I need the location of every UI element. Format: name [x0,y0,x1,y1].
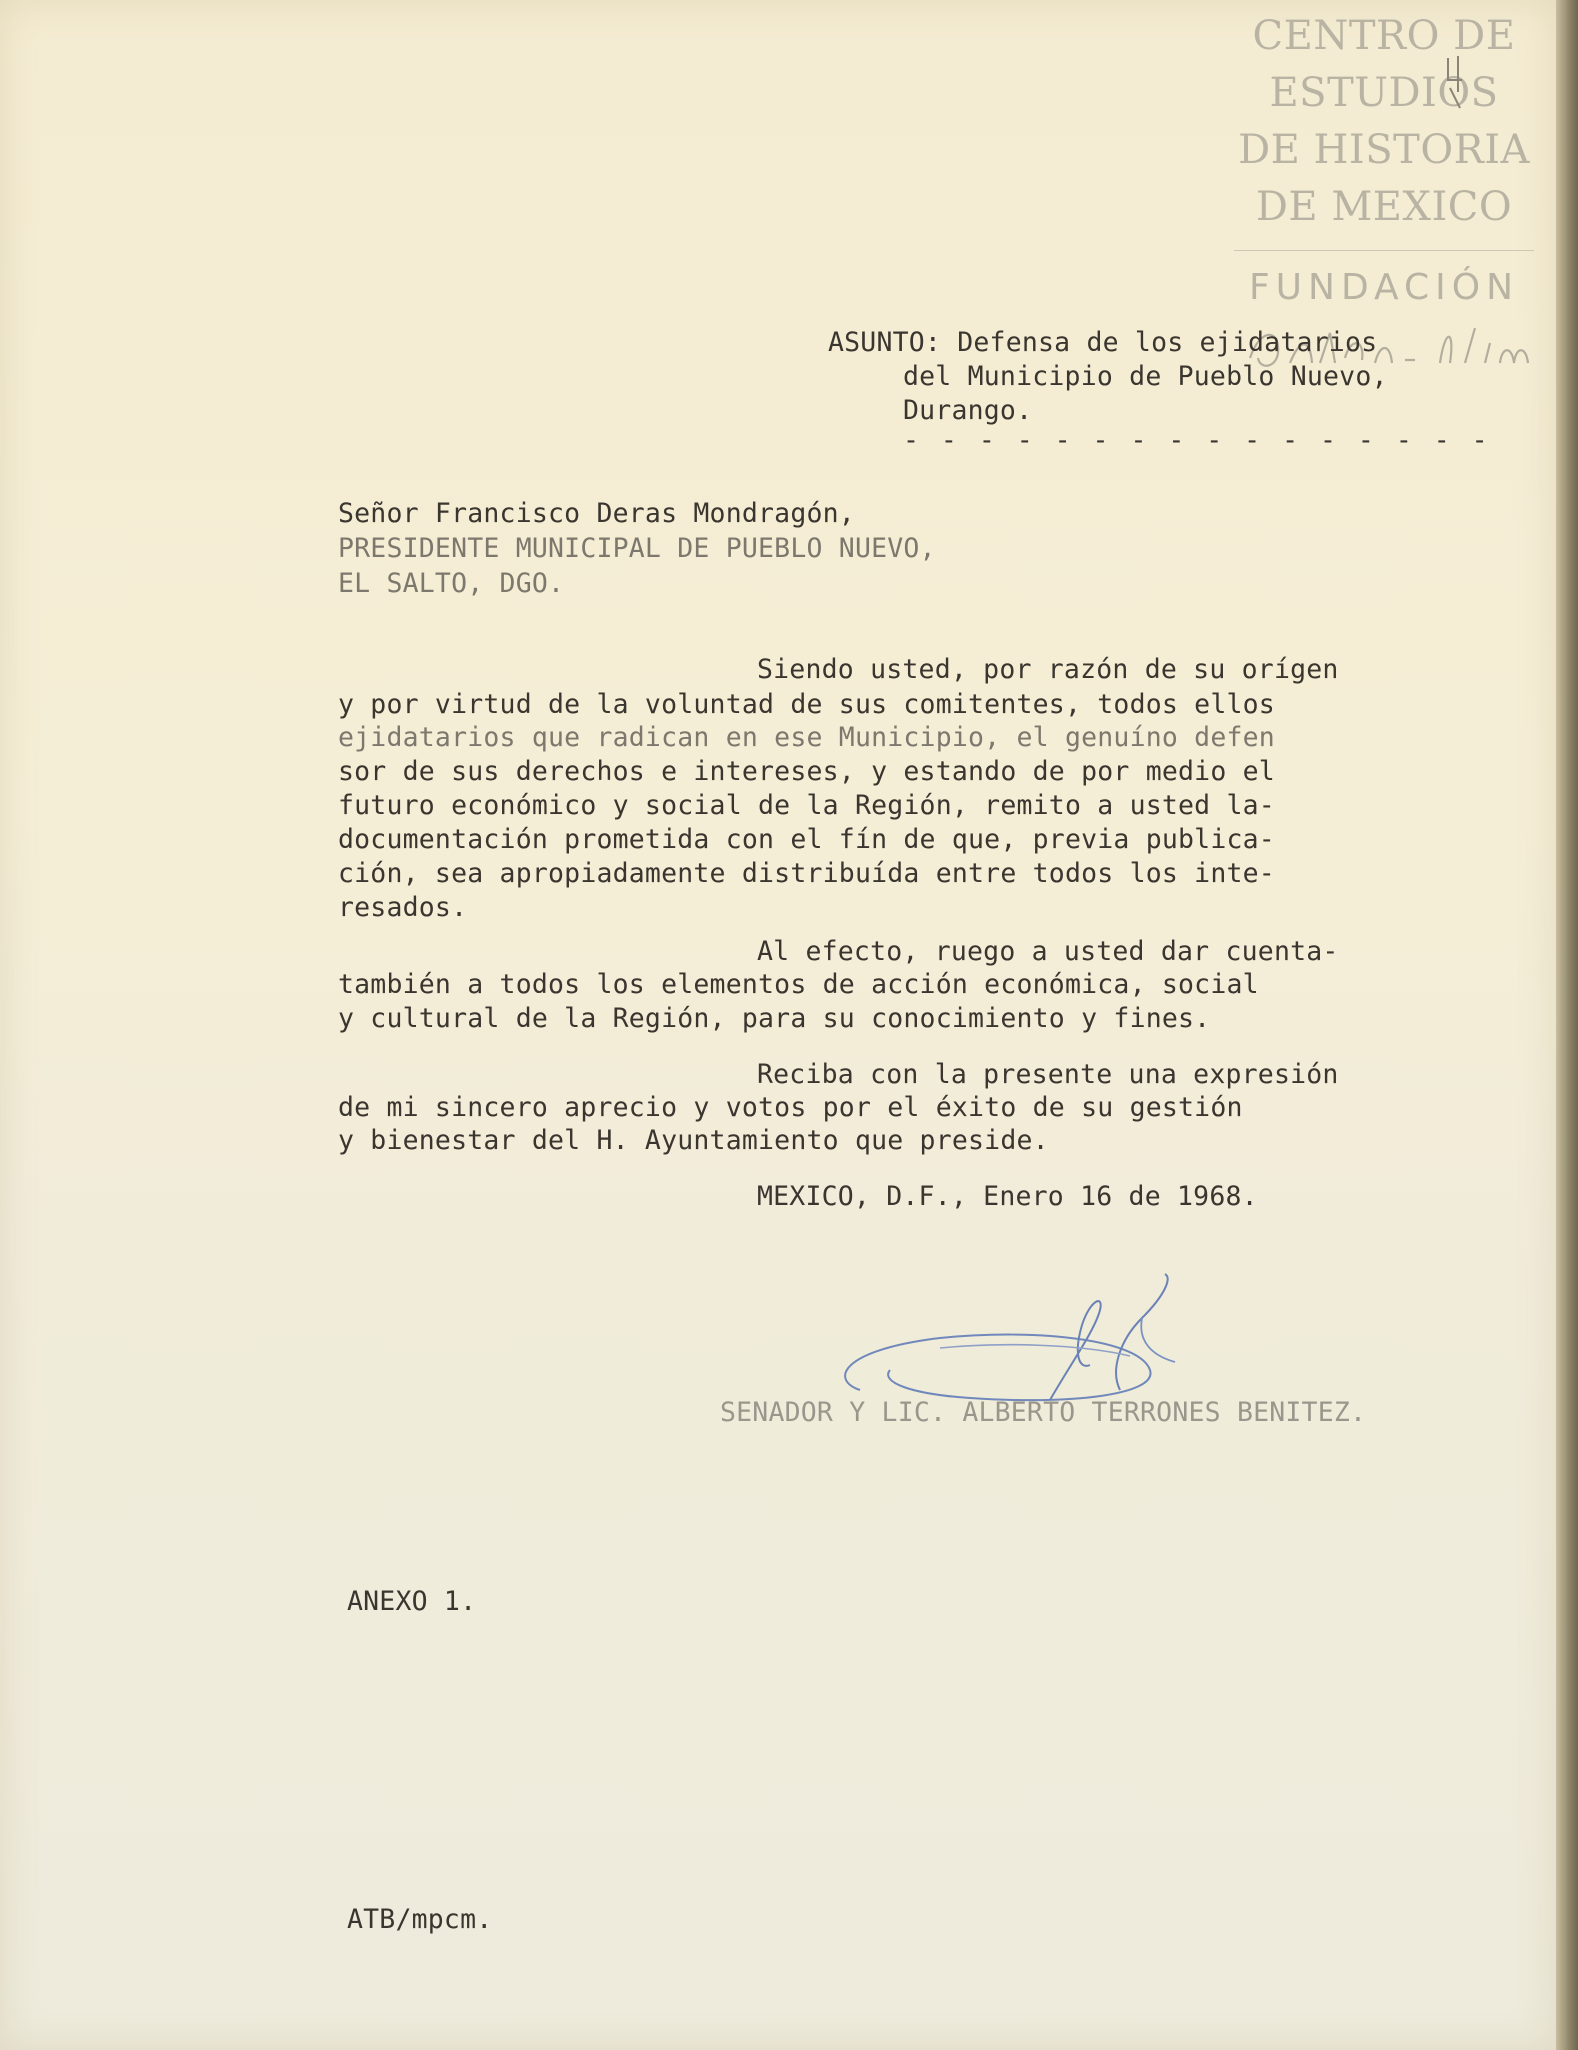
watermark-line: ESTUDIOS [1269,70,1499,116]
body-paragraph-1-line: sor de sus derechos e intereses, y estando de por medio el [338,756,1275,787]
body-paragraph-3-line: Reciba con la presente una expresión [757,1059,1339,1090]
signatory-name: SENADOR Y LIC. ALBERTO TERRONES BENITEZ. [720,1397,1367,1428]
body-paragraph-2-line: también a todos los elementos de acción económica, social [338,969,1259,1000]
watermark-line: DE MEXICO [1255,184,1513,230]
body-paragraph-1-line: Siendo usted, por razón de su orígen [757,654,1339,685]
page-edge [1556,0,1578,2050]
body-paragraph-2-line: y cultural de la Región, para su conocimiento y fines. [338,1003,1211,1034]
body-paragraph-1-line: futuro económico y social de la Región, remito a usted la- [338,790,1275,821]
body-paragraph-1-line: ejidatarios que radican en ese Municipio, el genuíno defen [338,722,1275,753]
addressee-title: PRESIDENTE MUNICIPAL DE PUEBLO NUEVO, [338,533,936,564]
subject-rule: - - - - - - - - - - - - - - - - [903,425,1491,456]
reference-initials: ATB/mpcm. [347,1904,493,1935]
handwritten-page-number-icon [1440,52,1470,112]
body-paragraph-3-line: de mi sincero aprecio y votos por el éxito de su gestión [338,1092,1243,1123]
subject-line-3: Durango. [903,395,1033,426]
body-paragraph-1-line: ción, sea apropiadamente distribuída entre todos los inte- [338,858,1275,889]
body-paragraph-2-line: Al efecto, ruego a usted dar cuenta- [757,936,1339,967]
subject-line-1: ASUNTO: Defensa de los ejidatarios [828,327,1378,358]
watermark-foundation: FUNDACIÓN [1248,267,1520,308]
addressee-name: Señor Francisco Deras Mondragón, [338,498,855,529]
date-line: MEXICO, D.F., Enero 16 de 1968. [757,1181,1258,1212]
watermark-line: DE HISTORIA [1238,127,1530,173]
body-paragraph-3-line: y bienestar del H. Ayuntamiento que preside. [338,1125,1049,1156]
subject-line-2: del Municipio de Pueblo Nuevo, [903,361,1388,392]
body-paragraph-1-line: resados. [338,892,468,923]
watermark-block [1234,8,1534,313]
watermark-rule [1234,250,1534,251]
body-paragraph-1-line: y por virtud de la voluntad de sus comitentes, todos ellos [338,689,1275,720]
body-paragraph-1-line: documentación prometida con el fín de que, previa publica- [338,824,1275,855]
addressee-location: EL SALTO, DGO. [338,568,565,599]
annex-label: ANEXO 1. [347,1586,477,1617]
watermark-line: CENTRO DE [1252,13,1516,59]
